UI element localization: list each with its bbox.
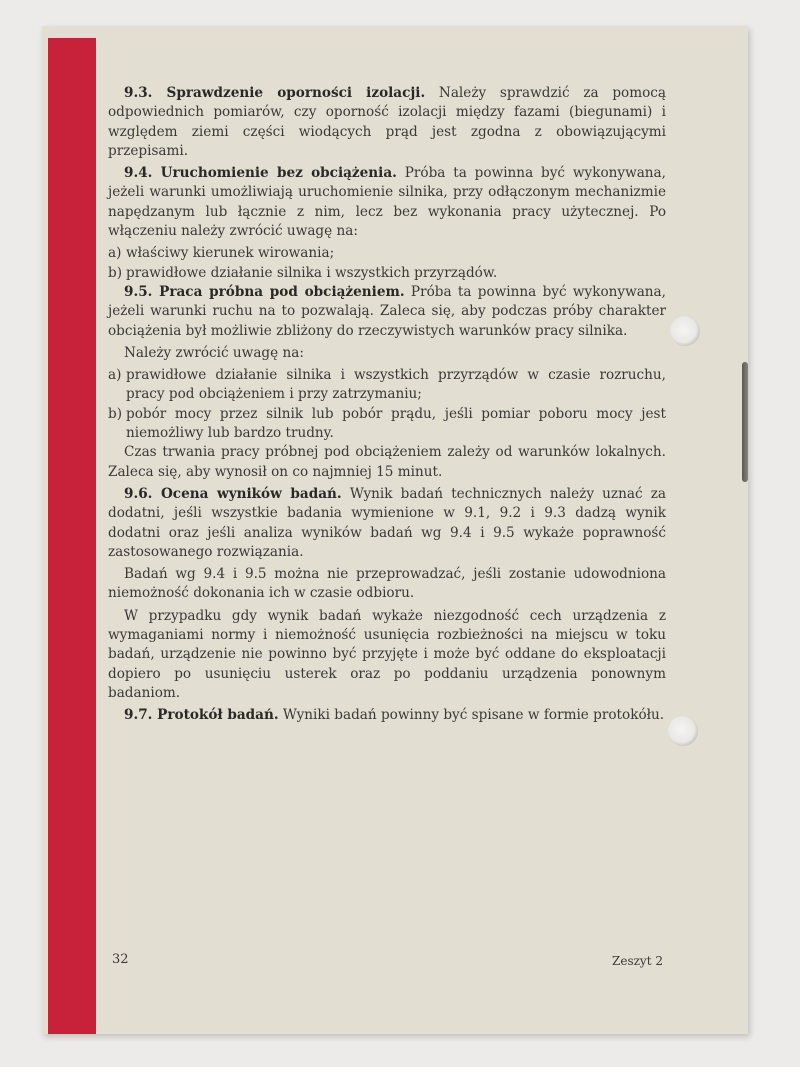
paragraph-text: Wynik badań technicznych należy uznać za dodatni, jeśli wszystkie badania wymienione w 9.1, 9.2 i 9.3 dadzą wynik dodatni oraz jeśli analiza wyników badań wg 9.4 i 9.5 wykaże poprawność zastosowanego rozwiązania. <box>108 485 667 560</box>
list-label: b) <box>108 405 123 422</box>
list-label: a) <box>108 367 122 384</box>
section-heading: 9.5. Praca próbna pod obciążeniem. <box>124 283 405 300</box>
punch-hole-bottom <box>668 716 698 746</box>
list-item <box>108 405 666 444</box>
paragraph <box>108 607 666 703</box>
paragraph-text: prawidłowe działanie silnika i wszystkich przyrządów w czasie rozruchu, pracy pod obciążeniem i przy zatrzymaniu; <box>126 367 666 403</box>
list-label: b) <box>108 264 123 281</box>
paragraph-text: Należy sprawdzić za pomocą odpowiednich pomiarów, czy oporność izolacji między fazami (biegunami) i względem ziemi części wiodących prąd jest zgodna z obowiązującymi przepisami. <box>108 85 666 159</box>
paragraph <box>108 344 666 363</box>
paragraph-text: Próba ta powinna być wykonywana, jeżeli warunki ruchu na to pozwalają. Zaleca się, aby podczas próby charakter obciążenia był możliwie zbliżony do rzeczywistych warunków pracy silnika. <box>108 283 666 339</box>
section-heading: 9.7. Protokół badań. <box>124 707 279 724</box>
list-item <box>108 366 666 405</box>
paragraph <box>108 485 666 562</box>
paragraph <box>108 283 666 341</box>
paragraph-text: prawidłowe działanie silnika i wszystkich przyrządów. <box>126 264 498 281</box>
paragraph <box>108 706 666 725</box>
paragraph-text: W przypadku gdy wynik badań wykaże niezgodność cech urządzenia z wymaganiami normy i niemożność usunięcia rozbieżności na miejscu w toku badań, urządzenie nie powinno być przyjęte i może być oddane do eksploatacji dopiero po usunięciu usterek oraz po poddaniu urządzenia ponownym badaniom. <box>108 607 666 701</box>
page-number: 32 <box>112 952 129 967</box>
section-heading: 9.4. Uruchomienie bez obciążenia. <box>124 165 397 182</box>
paragraph-text: Należy zwrócić uwagę na: <box>124 344 304 361</box>
paragraph-text: Wyniki badań powinny być spisane w formie protokółu. <box>278 707 665 724</box>
paragraph-text: właściwy kierunek wirowania; <box>126 245 335 262</box>
page-edge-shadow <box>742 362 748 482</box>
paragraph <box>108 84 666 161</box>
paragraph-text: Czas trwania pracy próbnej pod obciążeniem zależy od warunków lokalnych. Zaleca się, aby wynosił on co najmniej 15 minut. <box>108 444 666 480</box>
document-body <box>108 84 666 729</box>
red-binding-strip <box>48 38 96 1034</box>
paragraph <box>108 565 666 604</box>
paragraph-text: pobór mocy przez silnik lub pobór prądu, jeśli pomiar poboru mocy jest niemożliwy lub bardzo trudny. <box>126 405 666 442</box>
section-heading: 9.3. Sprawdzenie oporności izolacji. <box>124 85 426 101</box>
paragraph <box>108 164 666 241</box>
list-item <box>108 264 666 283</box>
list-label: a) <box>108 245 122 262</box>
section-heading: 9.6. Ocena wyników badań. <box>124 485 342 502</box>
list-item <box>108 244 666 263</box>
punch-hole-top <box>670 316 700 346</box>
paragraph <box>108 443 666 482</box>
booklet-label: Zeszyt 2 <box>612 954 663 968</box>
paragraph-text: Badań wg 9.4 i 9.5 można nie przeprowadzać, jeśli zostanie udowodniona niemożność dokonania ich w czasie odbioru. <box>108 566 666 602</box>
paragraph-text: Próba ta powinna być wykonywana, jeżeli warunki umożliwiają uruchomienie silnika, przy odłączonym mechanizmie napędzanym lub łącznie z nim, lecz bez wykonania pracy użytecznej. Po włączeniu należy zwrócić uwagę na: <box>108 165 666 240</box>
